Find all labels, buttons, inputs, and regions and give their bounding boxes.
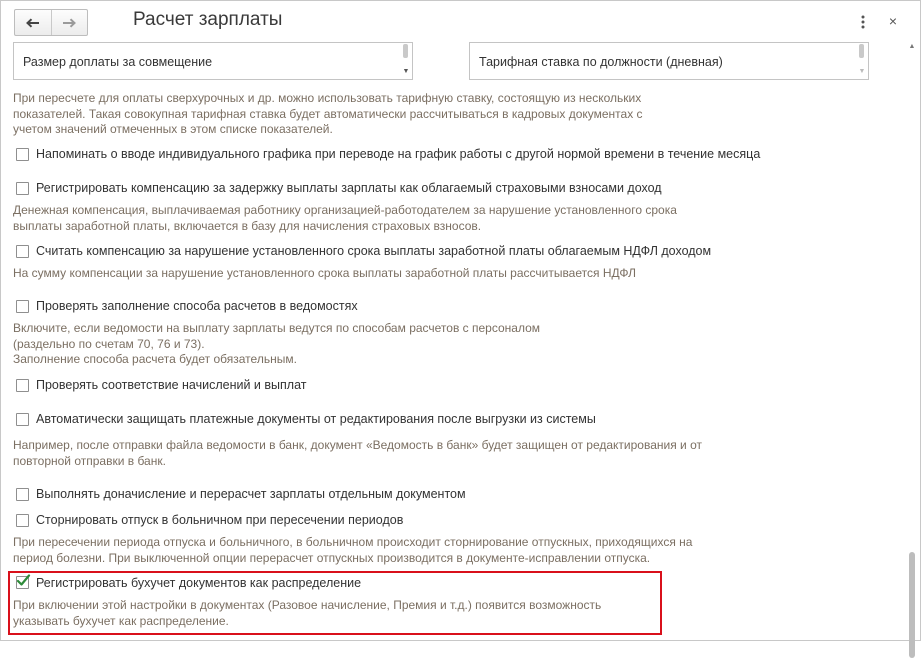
distribution-label[interactable]: Регистрировать бухучет документов как распределение	[36, 576, 362, 590]
arrow-left-icon	[26, 18, 40, 28]
option-note: Включите, если ведомости на выплату зарплаты ведутся по способам расчетов с персоналом (раздельно по счетам 70, 76 и 73). Заполнение способа расчета будет обязательным.	[13, 321, 541, 366]
tariff-note: При пересчете для оплаты сверхурочных и др. можно использовать тарифную ставку, состоящую из нескольких показателей. Такая совокупная тарифная ставка будет автоматически рассчитываться в кадровых документах с учетом значений отмеченных в этом списке показателей.	[13, 91, 643, 136]
window-header	[1, 1, 920, 41]
option-checkbox[interactable]	[16, 300, 29, 313]
scroll-up-icon[interactable]: ▲	[908, 43, 916, 50]
option-label[interactable]: Напоминать о вводе индивидуального графика при переводе на график работы с другой нормой времени в течение месяца	[36, 147, 761, 161]
option-checkbox[interactable]	[16, 148, 29, 161]
scrollbar-thumb[interactable]	[859, 44, 864, 58]
tariff-rate-list[interactable]	[469, 42, 869, 80]
option-note: Например, после отправки файла ведомости в банк, документ «Ведомость в банк» будет защищен от редактирования и от повторной отправки в банк.	[13, 438, 702, 468]
option-label[interactable]: Регистрировать компенсацию за задержку выплаты зарплаты как облагаемый страховыми взносами доход	[36, 181, 662, 195]
scroll-down-icon[interactable]: ▼	[402, 68, 410, 75]
option-label[interactable]: Сторнировать отпуск в больничном при пересечении периодов	[36, 513, 404, 527]
surcharge-list[interactable]	[13, 42, 413, 80]
check-icon	[16, 574, 31, 587]
option-note: На сумму компенсации за нарушение установленного срока выплаты заработной платы рассчитывается НДФЛ	[13, 266, 636, 280]
option-note: Денежная компенсация, выплачиваемая работнику организацией-работодателем за нарушение установленного срока выплаты заработной платы, включается в базу для начисления страховых взносов.	[13, 203, 677, 233]
surcharge-list-value: Размер доплаты за совмещение	[23, 55, 213, 69]
arrow-right-icon	[62, 18, 76, 28]
navigation-buttons	[14, 9, 88, 36]
page-scrollbar[interactable]	[908, 42, 916, 638]
tariff-rate-list-scrollbar[interactable]	[858, 43, 866, 79]
more-menu-button[interactable]	[858, 14, 868, 30]
tariff-rate-list-value: Тарифная ставка по должности (дневная)	[479, 55, 723, 69]
scroll-down-icon[interactable]: ▼	[858, 68, 866, 75]
option-label[interactable]: Проверять соответствие начислений и выплат	[36, 378, 307, 392]
option-label[interactable]: Считать компенсацию за нарушение установленного срока выплаты заработной платы облагаемым НДФЛ доходом	[36, 244, 712, 258]
option-checkbox[interactable]	[16, 514, 29, 527]
option-label[interactable]: Проверять заполнение способа расчетов в ведомостях	[36, 299, 358, 313]
option-checkbox[interactable]	[16, 413, 29, 426]
option-checkbox[interactable]	[16, 182, 29, 195]
surcharge-list-scrollbar[interactable]	[402, 43, 410, 79]
page-scrollbar-thumb[interactable]	[909, 552, 915, 658]
option-checkbox[interactable]	[16, 379, 29, 392]
option-label[interactable]: Выполнять доначисление и перерасчет зарплаты отдельным документом	[36, 487, 466, 501]
distribution-checkbox[interactable]	[16, 576, 29, 589]
close-button[interactable]	[886, 13, 900, 29]
forward-button[interactable]	[51, 10, 88, 35]
page-title: Расчет зарплаты	[133, 9, 283, 30]
option-label[interactable]: Автоматически защищать платежные документы от редактирования после выгрузки из системы	[36, 412, 596, 426]
back-button[interactable]	[15, 10, 51, 35]
option-checkbox[interactable]	[16, 488, 29, 501]
more-vertical-icon	[858, 14, 868, 30]
distribution-note: При включении этой настройки в документах (Разовое начисление, Премия и т.д.) появится возможность указывать бухучет как распределение.	[13, 598, 602, 628]
close-icon: ×	[888, 13, 898, 29]
scrollbar-thumb[interactable]	[403, 44, 408, 58]
option-note: При пересечении периода отпуска и больничного, в больничном происходит сторнирование отпускных, приходящихся на период болезни. При выключенной опции перерасчет отпускных производится в документе-исправлении отпуска.	[13, 535, 693, 565]
option-checkbox[interactable]	[16, 245, 29, 258]
